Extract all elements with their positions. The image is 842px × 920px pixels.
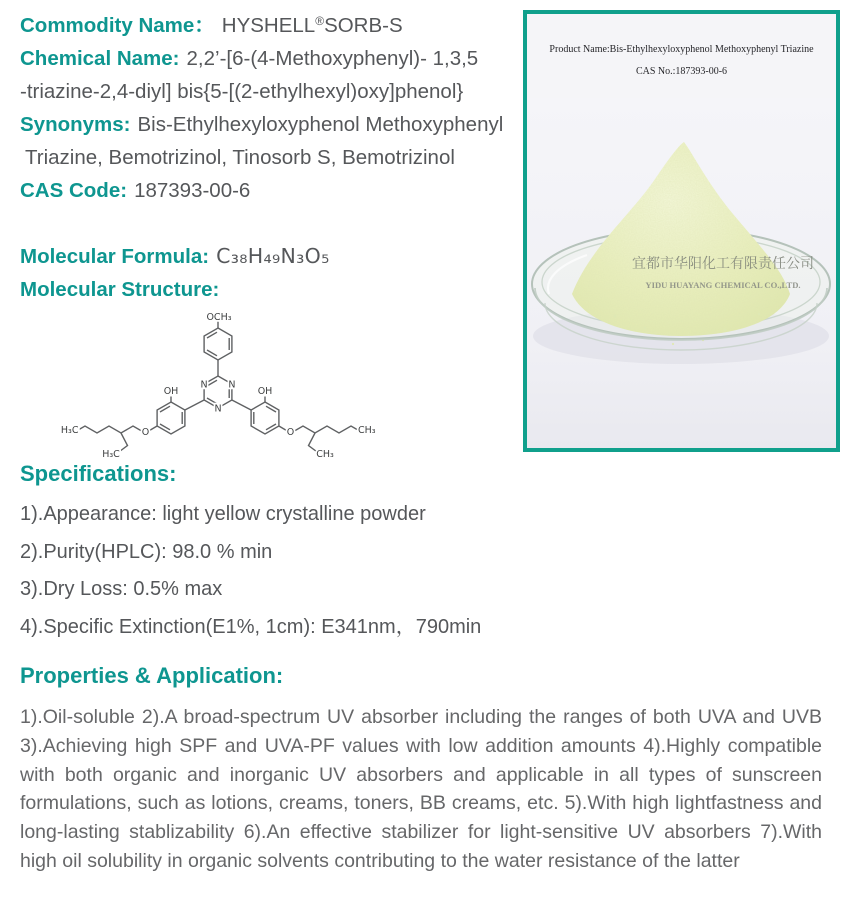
methyl-label: CH₃ (316, 449, 334, 460)
ethylhexyl-chain-left (79, 426, 143, 433)
spec-item-text: Dry Loss: 0.5% max (43, 578, 223, 600)
chemical-name-value-line1: 2,2’-[6-(4-Methoxyphenyl)- 1,3,5 (186, 47, 479, 70)
synonyms-value-line1: Bis-Ethylhexyloxyphenol Methoxyphenyl (137, 113, 504, 136)
properties-body: 1).Oil-soluble 2).A broad-spectrum UV absorber including the ranges of both UVA and UVB 3).Achieving high SPF and UVA-PF values with low addition amounts 4).Highly compatible with both organic and inorganic UV absorbers and applicable in all types of sunscreen formulations, such as lotions, creams, toners, BB creams, etc. 5).With high lightfastness and long-lasting stablizability 6).An effective stabilizer for light-sensitive UV absorbers 7).With high oil solubility in organic solvents contributing to the water resistance of the latter (20, 706, 822, 872)
product-info-block (20, 5, 523, 468)
spec-item-specific-extinction (20, 609, 540, 647)
chemical-name-row (20, 42, 523, 75)
molecular-structure-row (20, 273, 523, 306)
molecular-formula-value: C₃₈H₄₉N₃O₅ (216, 244, 330, 268)
cas-code-label: CAS Code: (20, 179, 128, 202)
cas-code-row (20, 174, 523, 207)
commodity-name-label: Commodity Name： (20, 14, 215, 37)
spec-item-number: 4). (20, 615, 44, 638)
photo-caption (527, 14, 836, 98)
spec-item-purity (20, 534, 540, 572)
methoxy-label: OCH₃ (206, 312, 232, 323)
synonyms-value-line2: Triazine, Bemotrizinol, Tinosorb S, Bemotrizinol (25, 146, 455, 169)
chemical-name-value-line2: -triazine-2,4-diyl] bis{5-[(2-ethylhexyl)oxy]phenol} (20, 80, 464, 103)
methyl-label: H₃C (102, 449, 120, 460)
spec-item-text: Specific Extinction(E1%, 1cm): E341nm，790min (43, 615, 482, 638)
structure-atom-labels (61, 312, 376, 460)
spec-item-dry-loss (20, 571, 540, 609)
commodity-name-row (20, 5, 523, 42)
phenol-ring-right (251, 402, 279, 434)
registered-trademark-symbol: ® (315, 14, 325, 28)
powder-dish-photo (527, 98, 836, 448)
hydroxyl-label: OH (257, 386, 273, 397)
molecular-structure-diagram (26, 308, 401, 468)
commodity-name-value (222, 14, 403, 37)
ethylhexyl-chain-right (294, 426, 358, 433)
spec-item-appearance (20, 496, 540, 534)
properties-section (20, 662, 822, 876)
synonyms-label: Synonyms: (20, 113, 131, 136)
photo-product-name: Product Name:Bis-Ethylhexyloxyphenol Methoxyphenyl Triazine (549, 44, 814, 55)
molecular-structure-label: Molecular Structure: (20, 278, 220, 301)
spec-item-text: Appearance: light yellow crystalline powder (43, 503, 426, 525)
synonyms-row (20, 108, 523, 141)
structure-bonds (79, 322, 357, 452)
brand-name-suffix: SORB-S (324, 14, 403, 37)
oxygen-label: O (286, 427, 295, 438)
spec-item-number: 1). (20, 503, 44, 525)
spec-item-number: 2). (20, 540, 44, 563)
oxygen-label: O (141, 427, 150, 438)
watermark-chinese: 宜都市华阳化工有限责任公司 (632, 257, 814, 272)
nitrogen-label: N (200, 379, 208, 391)
product-photo (523, 10, 840, 452)
chemical-name-row2 (20, 75, 523, 108)
specifications-section (20, 460, 540, 646)
synonyms-row2 (20, 141, 523, 174)
methyl-label: CH₃ (358, 425, 376, 436)
spec-item-number: 3). (20, 578, 44, 600)
brand-name: HYSHELL (221, 14, 316, 37)
hydroxyl-label: OH (163, 386, 179, 397)
photo-cas-number: CAS No.:187393-00-6 (635, 66, 728, 77)
benzene-ring-top (204, 328, 232, 360)
spec-item-text: Purity(HPLC): 98.0 % min (43, 540, 273, 563)
phenol-ring-left (157, 402, 185, 434)
molecular-formula-row (20, 240, 523, 273)
watermark-english: YIDU HUAYANG CHEMICAL CO.,LTD. (645, 280, 801, 290)
nitrogen-label: N (214, 403, 222, 415)
specifications-heading: Specifications: (20, 461, 177, 486)
spacer (20, 207, 523, 240)
molecular-formula-label: Molecular Formula: (20, 245, 210, 268)
chemical-name-label: Chemical Name: (20, 47, 180, 70)
properties-heading: Properties & Application: (20, 663, 284, 688)
nitrogen-label: N (228, 379, 236, 391)
cas-code-value: 187393-00-6 (134, 179, 251, 202)
methyl-label: H₃C (60, 425, 79, 436)
